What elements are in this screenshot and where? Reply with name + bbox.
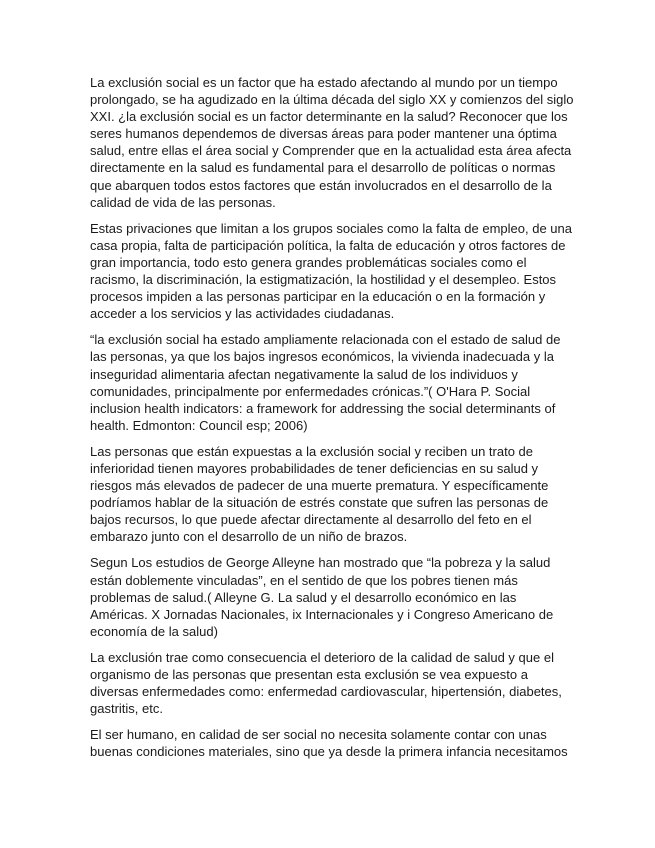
paragraph-6: La exclusión trae como consecuencia el deterioro de la calidad de salud y que el organismo de las personas que presentan esta exclusión se vea expuesto a diversas enfermedades como: enfermedad cardiovascular, hipertensión, diabetes, gastritis, etc. xyxy=(90,649,562,717)
paragraph-2: Estas privaciones que limitan a los grupos sociales como la falta de empleo, de una casa propia, falta de participación política, la falta de educación y otros factores de gran importancia, todo esto genera grandes problemáticas sociales como el racismo, la discriminación, la estigmatización, la hostilidad y el desempleo. Estos procesos impiden a las personas participar en la educación o en la formación y acceder a los servicios y las actividades ciudadanas. xyxy=(90,220,572,322)
paragraph-7: El ser humano, en calidad de ser social no necesita solamente contar con unas buenas condiciones materiales, sino que ya desde la primera infancia necesitamos xyxy=(90,727,568,760)
document-body xyxy=(90,74,576,769)
paragraph-3-quote: “la exclusión social ha estado ampliamente relacionada con el estado de salud de las personas, ya que los bajos ingresos económicos, la vivienda inadecuada y la inseguridad alimentaria afectan negativamente la salud de los individuos y comunidades, principalmente por enfermedades crónicas.”( O'Hara P. Social inclusion health indicators: a framework for addressing the social determinants of health. Edmonton: Council esp; 2006) xyxy=(90,332,561,433)
paragraph-5: Segun Los estudios de George Alleyne han mostrado que “la pobreza y la salud están doblemente vinculadas”, en el sentido de que los pobres tienen más problemas de salud.( Alleyne G. La salud y el desarrollo económico en las Américas. X Jornadas Nacionales, ix Internacionales y i Congreso Americano de economía de la salud) xyxy=(90,555,554,639)
paragraph-4: Las personas que están expuestas a la exclusión social y reciben un trato de inferioridad tienen mayores probabilidades de tener deficiencias en su salud y riesgos más elevados de padecer de una muerte prematura. Y específicamente podríamos hablar de la situación de estrés constate que sufren las personas de bajos recursos, lo que puede afectar directamente al desarrollo del feto en el embarazo junto con el desarrollo de un niño de brazos. xyxy=(90,443,549,545)
paragraph-1: La exclusión social es un factor que ha estado afectando al mundo por un tiempo prolongado, se ha agudizado en la última década del siglo XX y comienzos del siglo XXI. ¿la exclusión social es un factor determinante en la salud? Reconocer que los seres humanos dependemos de diversas áreas para poder mantener una óptima salud, entre ellas el área social y Comprender que en la actualidad esta área afecta directamente en la salud es fundamental para el desarrollo de políticas o normas que abarquen todos estos factores que están involucrados en el desarrollo de la calidad de vida de las personas. xyxy=(90,75,574,210)
